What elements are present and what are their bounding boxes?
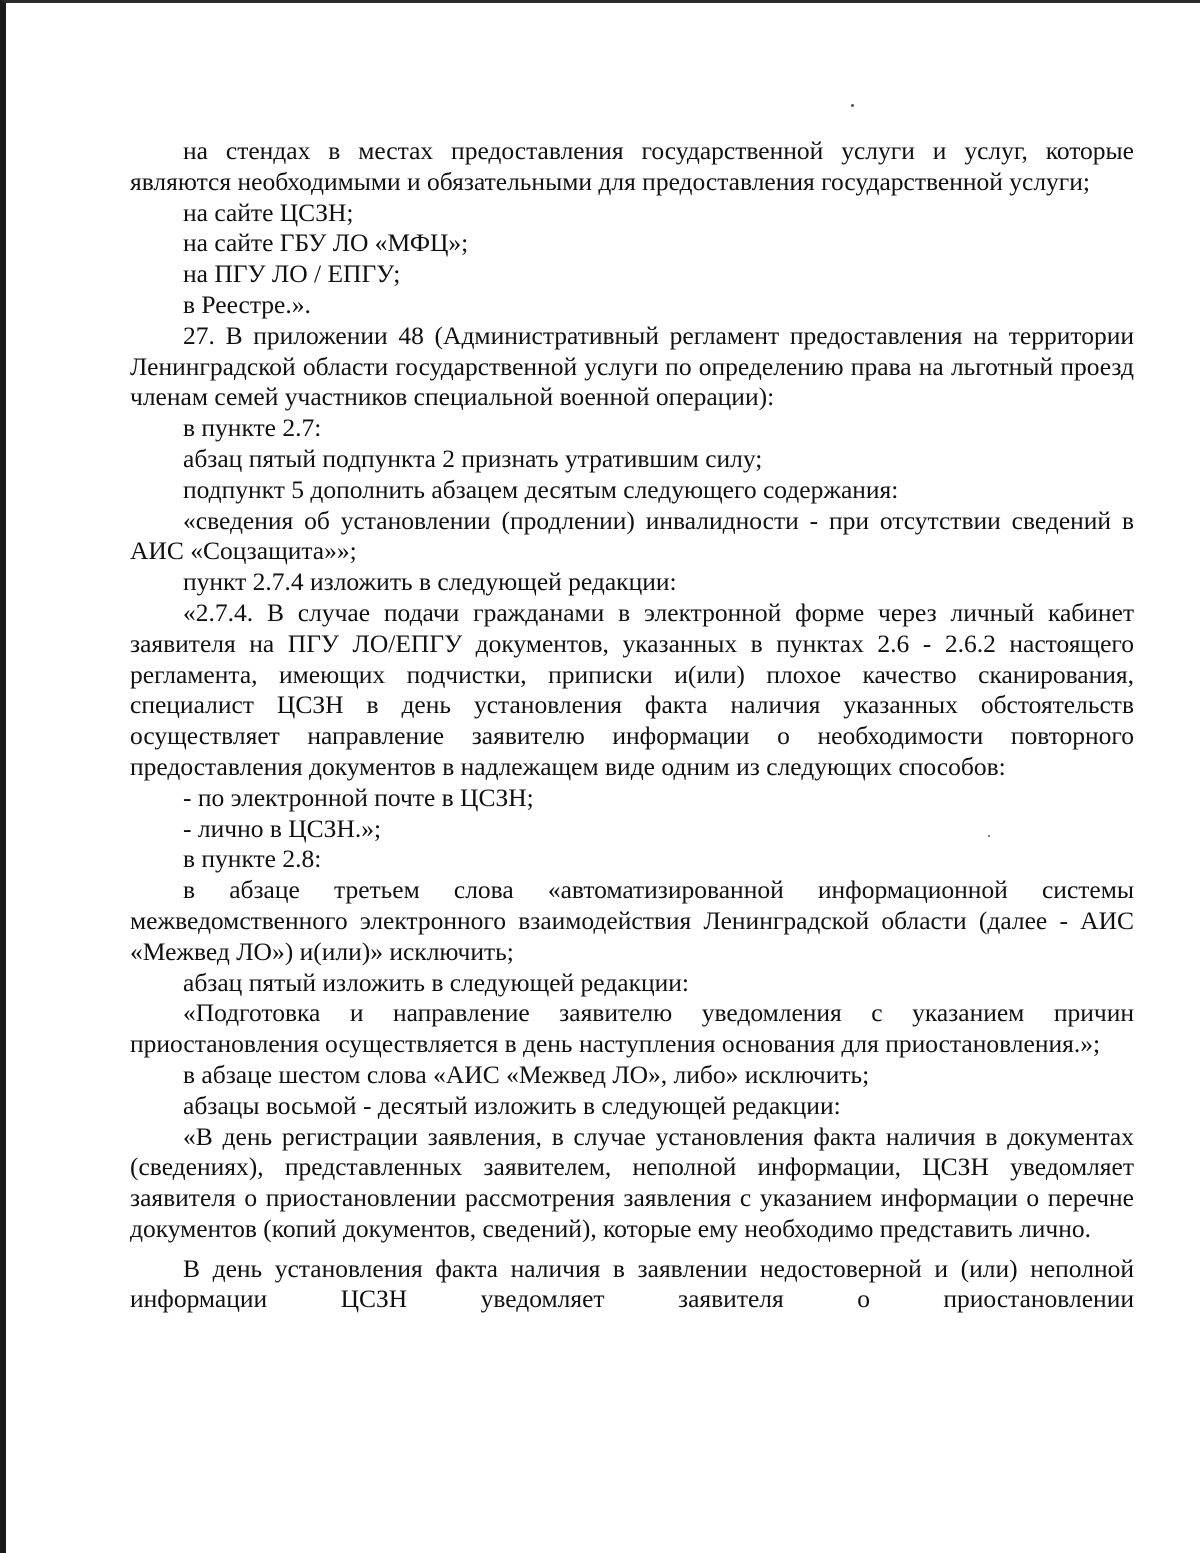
paragraph: в пункте 2.8: (183, 844, 322, 874)
paragraph: в пункте 2.7: (183, 413, 322, 443)
paragraph: абзац пятый изложить в следующей редакции: (183, 967, 689, 997)
paragraph: в Реестре.». (183, 289, 311, 319)
paragraph: 27. В приложении 48 (Административный регламент предоставления на территории Ленинградской области государственной услуги по определению права на льготный проезд членам семей участников специальной военной операции): (130, 320, 1134, 412)
document-page (130, 136, 1134, 1315)
paragraph: пункт 2.7.4 изложить в следующей редакции: (183, 567, 677, 597)
paragraph: в абзаце третьем слова «автоматизированной информационной системы межведомственного электронного взаимодействия Ленинградской области (далее - АИС «Межвед ЛО») и(или)» исключить; (130, 875, 1134, 966)
paragraph: - по электронной почте в ЦСЗН; (183, 782, 534, 812)
paragraph: абзац пятый подпункта 2 признать утратившим силу; (183, 443, 763, 473)
paragraph: на стендах в местах предоставления государственной услуги и услуг, которые являются необходимыми и обязательными для предоставления государственной услуги; (130, 136, 1134, 196)
paragraph: в абзаце шестом слова «АИС «Межвед ЛО», либо» исключить; (183, 1059, 870, 1089)
paragraph: - лично в ЦСЗН.»; (183, 813, 382, 843)
paragraph: В день установления факта наличия в заявлении недостоверной и (или) неполной информации ЦСЗН уведомляет заявителя о приостановлении (130, 1253, 1134, 1314)
paragraph: на сайте ЦСЗН; (183, 197, 354, 227)
paragraph: абзацы восьмой - десятый изложить в следующей редакции: (183, 1090, 841, 1120)
paragraph: подпункт 5 дополнить абзацем десятым следующего содержания: (183, 474, 899, 504)
paragraph: «Подготовка и направление заявителю уведомления с указанием причин приостановления осуществляется в день наступления основания для приостановления.»; (130, 998, 1134, 1059)
paragraph: «сведения об установлении (продлении) инвалидности - при отсутствии сведений в АИС «Соцзащита»»; (130, 505, 1134, 566)
paragraph: на ПГУ ЛО / ЕПГУ; (183, 259, 401, 289)
paragraph: на сайте ГБУ ЛО «МФЦ»; (183, 228, 469, 258)
scan-speck (851, 104, 854, 107)
paragraph: «2.7.4. В случае подачи гражданами в электронной форме через личный кабинет заявителя на ПГУ ЛО/ЕПГУ документов, указанных в пунктах 2.6 - 2.6.2 настоящего регламента, имеющих подчистки, приписки и(или) плохое качество сканирования, специалист ЦСЗН в день установления факта наличия указанных обстоятельств осуществляет направление заявителю информации о необходимости повторного предоставления документов в надлежащем виде одним из следующих способов: (130, 597, 1134, 781)
paragraph: «В день регистрации заявления, в случае установления факта наличия в документах (сведениях), представленных заявителем, неполной информации, ЦСЗН уведомляет заявителя о приостановлении рассмотрения заявления с указанием информации о перечне документов (копий документов, сведений), которые ему необходимо представить лично. (130, 1121, 1134, 1243)
